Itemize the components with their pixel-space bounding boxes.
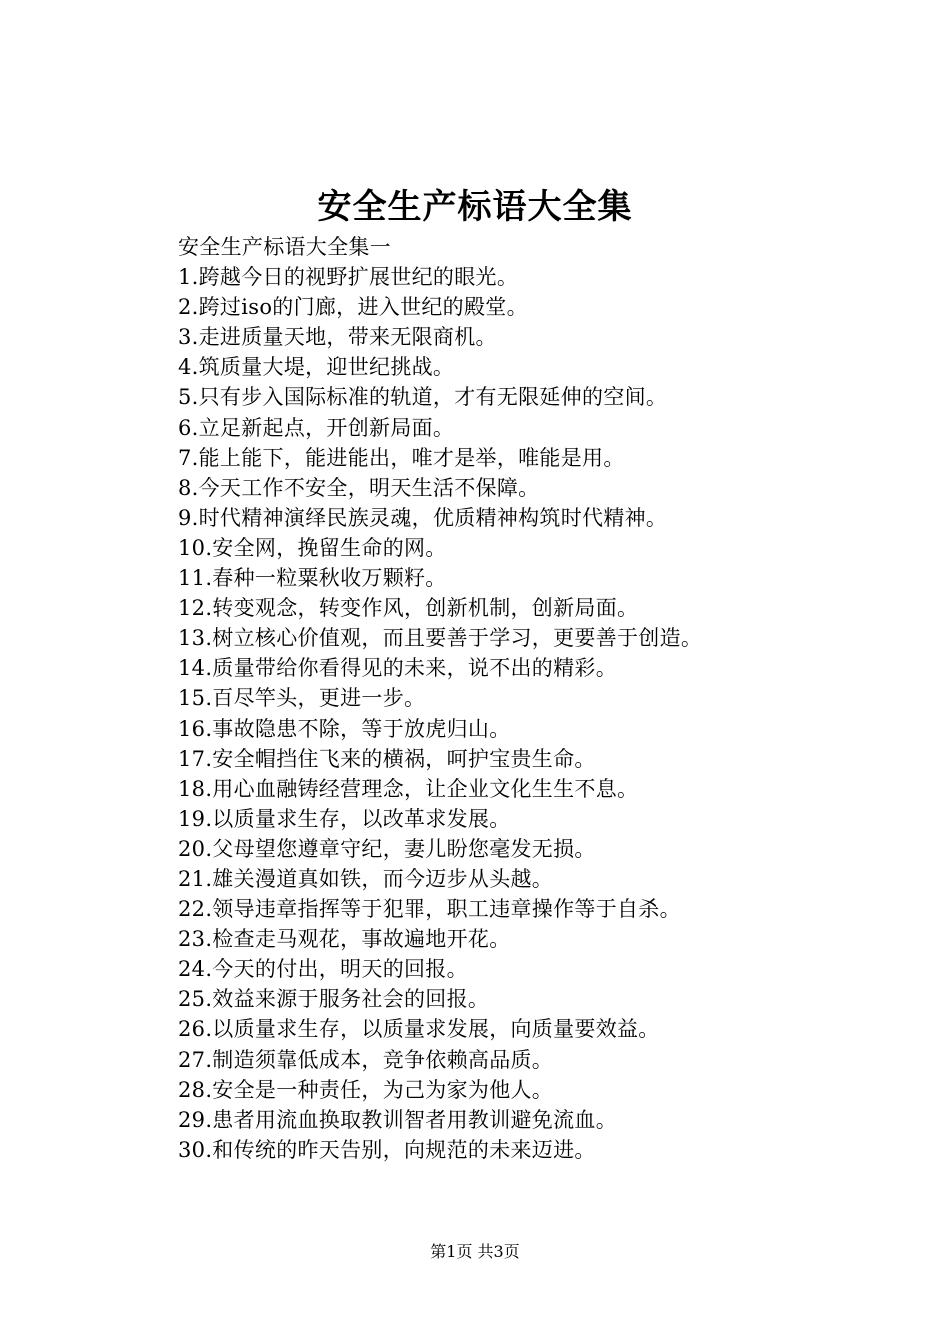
slogan-line: 5.只有步入国际标准的轨道，才有无限延伸的空间。 <box>178 385 668 410</box>
document-body <box>178 232 878 1165</box>
slogan-line: 28.安全是一种责任，为己为家为他人。 <box>178 1077 554 1102</box>
slogan-line: 7.能上能下，能进能出，唯才是举，唯能是用。 <box>178 445 625 470</box>
slogan-list <box>178 262 878 1165</box>
slogan-line: 13.树立核心价值观，而且要善于学习，更要善于创造。 <box>178 626 703 651</box>
slogan-line: 6.立足新起点，开创新局面。 <box>178 415 455 440</box>
slogan-line: 2.跨过iso的门廊，进入世纪的殿堂。 <box>178 295 528 320</box>
slogan-line: 26.以质量求生存，以质量求发展，向质量要效益。 <box>178 1017 660 1042</box>
slogan-line: 22.领导违章指挥等于犯罪，职工违章操作等于自杀。 <box>178 897 681 922</box>
slogan-line: 15.百尽竿头，更进一步。 <box>178 686 426 711</box>
slogan-line: 3.走进质量天地，带来无限商机。 <box>178 325 497 350</box>
slogan-line: 25.效益来源于服务社会的回报。 <box>178 987 490 1012</box>
section-heading: 安全生产标语大全集一 <box>178 235 391 259</box>
slogan-line: 16.事故隐患不除，等于放虎归山。 <box>178 716 511 741</box>
page-footer: 第1页 共3页 <box>430 1242 520 1261</box>
slogan-line: 21.雄关漫道真如铁，而今迈步从头越。 <box>178 866 554 891</box>
slogan-line: 27.制造须靠低成本，竞争依赖高品质。 <box>178 1047 554 1072</box>
slogan-line: 10.安全网，挽留生命的网。 <box>178 535 447 560</box>
slogan-line: 17.安全帽挡住飞来的横祸，呵护宝贵生命。 <box>178 746 596 771</box>
slogan-line: 12.转变观念，转变作风，创新机制，创新局面。 <box>178 596 639 621</box>
slogan-line: 23.检查走马观花，事故遍地开花。 <box>178 927 511 952</box>
document-title: 安全生产标语大全集 <box>317 187 633 227</box>
slogan-line: 30.和传统的昨天告别，向规范的未来迈进。 <box>178 1137 596 1162</box>
slogan-line: 11.春种一粒粟秋收万颗籽。 <box>178 566 447 591</box>
slogan-line: 4.筑质量大堤，迎世纪挑战。 <box>178 355 455 380</box>
slogan-line: 18.用心血融铸经营理念，让企业文化生生不息。 <box>178 776 639 801</box>
slogan-line: 14.质量带给你看得见的未来，说不出的精彩。 <box>178 656 617 681</box>
slogan-line: 29.患者用流血换取教训智者用教训避免流血。 <box>178 1107 617 1132</box>
slogan-line: 1.跨越今日的视野扩展世纪的眼光。 <box>178 265 519 290</box>
slogan-line: 8.今天工作不安全，明天生活不保障。 <box>178 475 540 500</box>
slogan-line: 19.以质量求生存，以改革求发展。 <box>178 806 511 831</box>
slogan-line: 24.今天的付出，明天的回报。 <box>178 957 468 982</box>
slogan-line: 20.父母望您遵章守纪，妻儿盼您毫发无损。 <box>178 836 596 861</box>
slogan-line: 9.时代精神演绎民族灵魂，优质精神构筑时代精神。 <box>178 505 668 530</box>
